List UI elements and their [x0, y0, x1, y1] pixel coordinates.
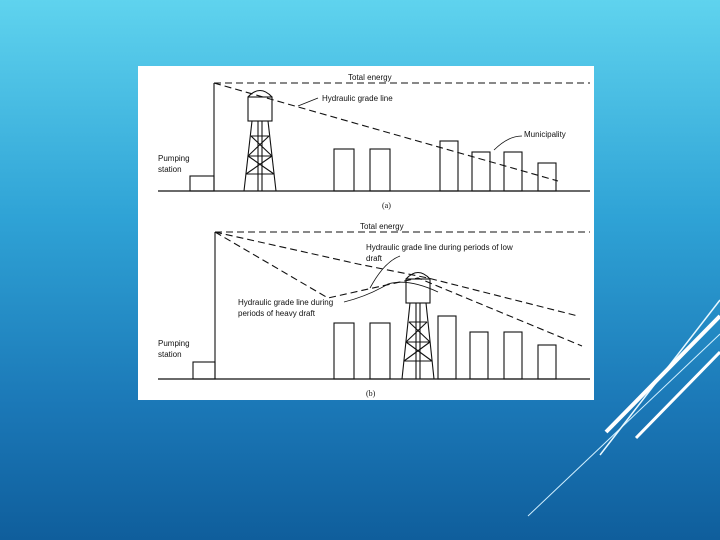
figure-svg: [138, 66, 594, 400]
total-energy-label-b: Total energy: [360, 222, 404, 231]
building-a-6: [538, 163, 556, 191]
heavy-draft-label-2: periods of heavy draft: [238, 309, 315, 318]
building-b-3: [438, 316, 456, 379]
municipality-label: Municipality: [524, 130, 566, 139]
hgl-label-a: Hydraulic grade line: [322, 94, 393, 103]
building-a-1: [334, 149, 354, 191]
building-b-4: [470, 332, 488, 379]
hgl-leader-a: [298, 98, 318, 106]
building-b-1: [334, 323, 354, 379]
pumping-label-a-1: Pumping: [158, 154, 190, 163]
building-b-6: [538, 345, 556, 379]
deco-line-4: [636, 352, 720, 438]
hydraulic-grade-figure: [138, 66, 594, 400]
water-tower-a: [244, 91, 276, 192]
total-energy-label-a: Total energy: [348, 73, 392, 82]
building-a-5: [504, 152, 522, 191]
low-draft-label-1: Hydraulic grade line during periods of low: [366, 243, 513, 252]
heavy-draft-leader: [344, 282, 438, 302]
caption-a: (a): [382, 201, 391, 210]
low-draft-label-2: draft: [366, 254, 383, 263]
deco-line-3: [606, 316, 720, 432]
municipality-leader: [494, 136, 522, 150]
building-b-5: [504, 332, 522, 379]
building-a-2: [370, 149, 390, 191]
pumping-label-b-1: Pumping: [158, 339, 190, 348]
pumping-station-b: [193, 362, 215, 379]
caption-b: (b): [366, 389, 376, 398]
pumping-label-a-2: station: [158, 165, 182, 174]
building-a-4: [472, 152, 490, 191]
building-b-2: [370, 323, 390, 379]
pumping-station-a: [190, 176, 214, 191]
heavy-draft-label-1: Hydraulic grade line during: [238, 298, 334, 307]
pumping-label-b-2: station: [158, 350, 182, 359]
